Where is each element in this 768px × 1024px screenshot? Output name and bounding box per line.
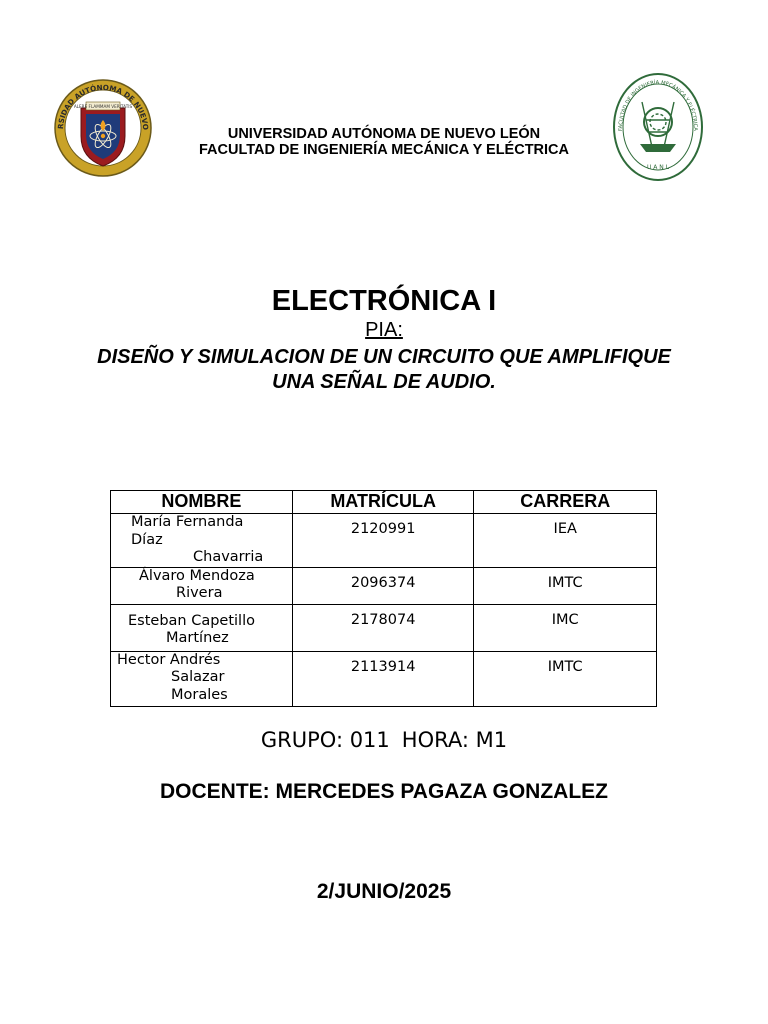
teacher-name: DOCENTE: MERCEDES PAGAZA GONZALEZ — [159, 780, 608, 803]
uanl-seal-icon — [48, 78, 158, 178]
table-header-row — [111, 491, 657, 514]
name-line: Álvaro Mendoza — [139, 567, 255, 584]
pia-label-text: PIA: — [365, 319, 403, 341]
fime-seal-icon — [612, 72, 704, 182]
name-line: Martínez — [166, 630, 229, 646]
date: 2/JUNIO/2025 — [316, 880, 452, 903]
header-matricula: MATRÍCULA — [292, 491, 474, 514]
student-matricula: 2178074 — [292, 604, 474, 651]
project-title-line1: DISEÑO Y SIMULACION DE UN CIRCUITO QUE AMPLIFIQUE — [97, 346, 671, 368]
student-name — [111, 567, 293, 604]
hora-label: HORA: M1 — [401, 728, 508, 752]
student-name — [111, 514, 293, 568]
student-carrera: IEA — [474, 514, 657, 568]
name-line: Díaz — [131, 531, 163, 548]
student-matricula: 2120991 — [292, 514, 474, 568]
fime-seal-bottom: U A N L — [646, 164, 670, 171]
uanl-logo — [48, 78, 158, 178]
fime-seal-text: FACULTAD DE INGENIERÍA MECÁNICA Y ELÉCTRICA — [617, 79, 699, 131]
students-table — [110, 490, 657, 707]
faculty-name: FACULTAD DE INGENIERÍA MECÁNICA Y ELÉCTRICA — [198, 142, 570, 158]
project-title — [30, 345, 738, 395]
group-info — [0, 728, 768, 752]
name-line: María Fernanda — [131, 514, 244, 530]
course-title: ELECTRÓNICA I — [271, 285, 497, 317]
uanl-motto: ALERE FLAMMAM VERITATIS — [73, 104, 133, 109]
name-line: Hector Andrés — [117, 651, 221, 668]
name-line: Esteban Capetillo — [128, 612, 255, 629]
student-name — [111, 604, 293, 651]
header-nombre: NOMBRE — [111, 491, 293, 514]
student-matricula: 2113914 — [292, 651, 474, 706]
name-line: Rivera — [176, 585, 223, 601]
student-carrera: IMTC — [474, 651, 657, 706]
uanl-seal-text: RSIDAD AUTÓNOMA DE NUEVO — [55, 82, 151, 131]
table-row — [111, 514, 657, 568]
fime-logo — [612, 72, 704, 182]
table-row — [111, 604, 657, 651]
header-carrera: CARRERA — [474, 491, 657, 514]
table-row — [111, 651, 657, 706]
student-name — [111, 651, 293, 706]
grupo-label: GRUPO: 011 — [260, 728, 390, 752]
student-matricula: 2096374 — [292, 567, 474, 604]
table-row — [111, 567, 657, 604]
name-line: Salazar — [171, 669, 225, 685]
name-line: Chavarria — [193, 549, 264, 565]
project-title-line2: UNA SEÑAL DE AUDIO. — [272, 371, 496, 393]
pia-label — [0, 319, 768, 342]
name-line: Morales — [171, 686, 228, 703]
student-carrera: IMC — [474, 604, 657, 651]
student-carrera: IMTC — [474, 567, 657, 604]
university-name: UNIVERSIDAD AUTÓNOMA DE NUEVO LEÓN — [227, 126, 541, 142]
institution-header — [160, 126, 608, 158]
